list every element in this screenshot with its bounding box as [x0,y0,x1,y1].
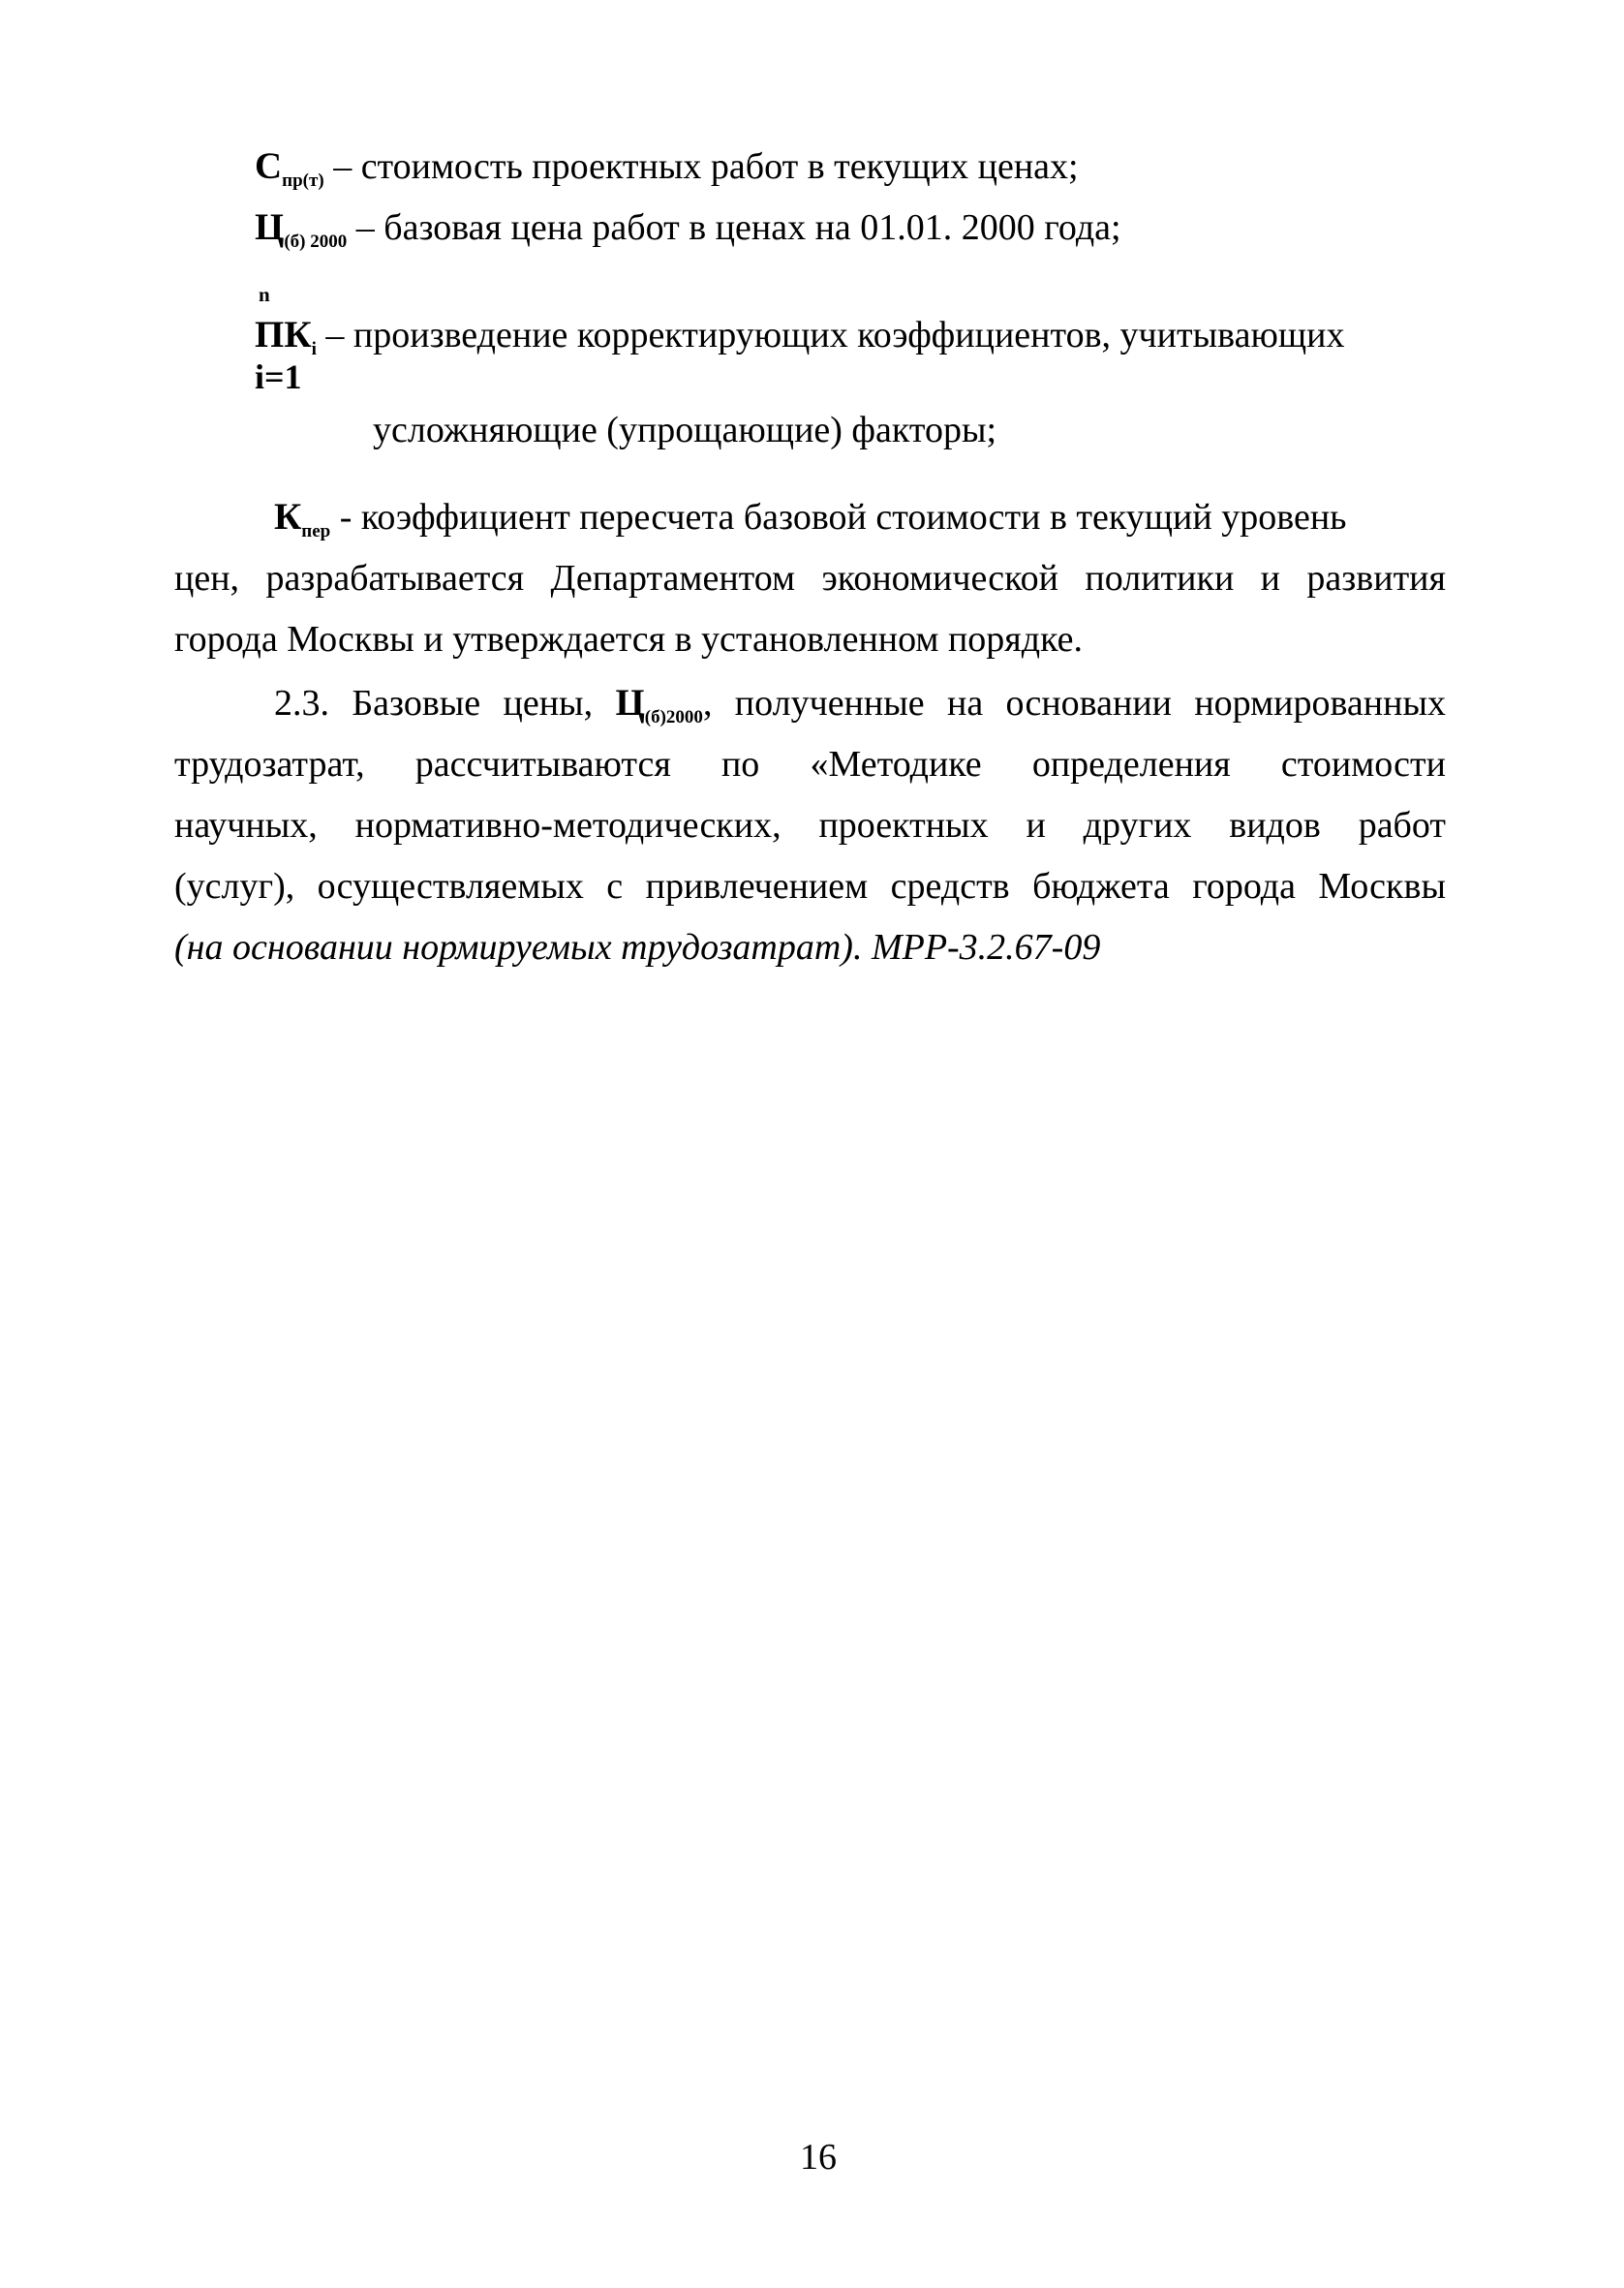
paragraph-2-3-line-2: трудозатрат, рассчитываются по «Методике определения стоимости [174,744,1446,785]
paragraph-2-3-subscript: (б)2000 [644,707,703,727]
pk-subscript: i [311,339,317,359]
paragraph-2-3-line-1 [274,680,1446,733]
c-definition-text: – стоимость проектных работ в текущих ценах; [323,146,1079,187]
ts-subscript: (б) 2000 [284,232,348,252]
definition-pk-line [255,312,1344,365]
product-lower-limit: i=1 [255,357,302,396]
definition-pk-continuation: усложняющие (упрощающие) факторы; [373,410,997,450]
definition-c-line [255,143,1079,197]
product-upper-limit: n [259,283,270,306]
paragraph-2-3-line-4: (услуг), осуществляемых с привлечением средств бюджета города Москвы [174,866,1446,907]
paragraph-2-3-line-3: научных, нормативно-методических, проектных и других видов работ [174,805,1446,846]
pk-definition-text: – произведение корректирующих коэффициентов, учитывающих [316,315,1345,356]
definition-k-line [274,494,1346,547]
paragraph-2-3-line-5 [174,924,1100,971]
k-definition-text: - коэффициент пересчета базовой стоимости в текущий уровень [330,497,1347,538]
k-subscript: пер [301,521,331,541]
definition-k-line-2: цен, разрабатывается Департаментом экономической политики и развития [174,558,1446,599]
paragraph-2-3-symbol: Ц [615,682,645,724]
page-number: 16 [800,2137,837,2178]
paragraph-2-3-code: МРР-3.2.67-09 [862,927,1101,968]
definition-k-line-3: города Москвы и утверждается в установленном порядке. [174,619,1083,660]
paragraph-2-3-italic-note: (на основании нормируемых трудозатрат). [174,927,863,968]
paragraph-2-3-rest: , полученные на основании нормированных [702,683,1446,724]
paragraph-2-3-start: 2.3. Базовые цены, [274,683,616,724]
k-symbol: К [274,496,302,538]
ts-symbol: Ц [255,206,285,248]
c-symbol: С [255,145,283,187]
ts-definition-text: – базовая цена работ в ценах на 01.01. 2000 года; [347,207,1121,248]
definition-ts-line [255,204,1121,258]
c-subscript: пр(т) [282,170,324,191]
pk-symbol: ПК [255,314,312,356]
